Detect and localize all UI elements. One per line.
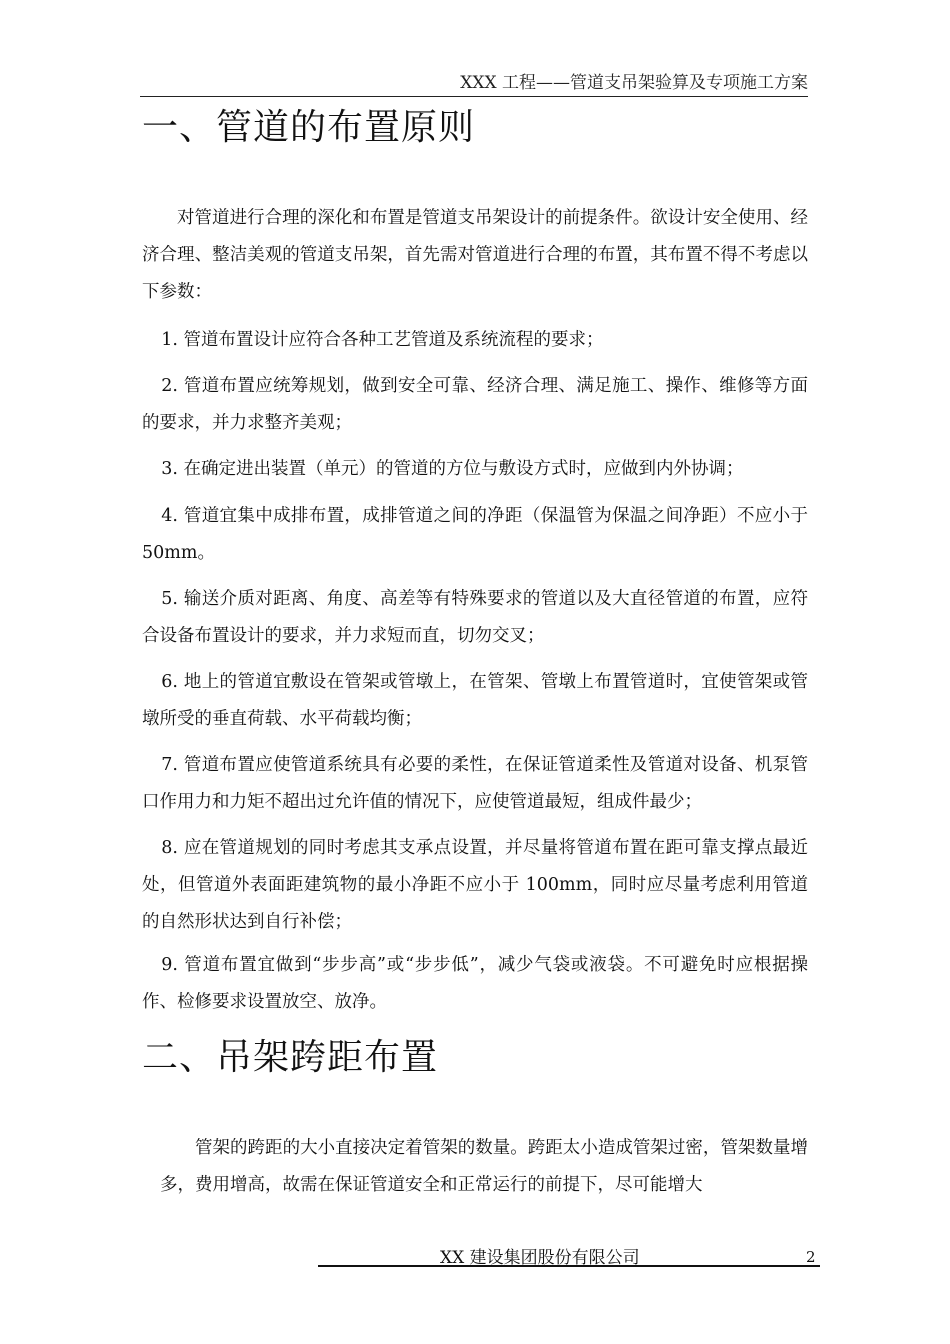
list-item: 2. 管道布置应统筹规划，做到安全可靠、经济合理、满足施工、操作、维修等方面的要求，并力求整齐美观； bbox=[142, 376, 808, 433]
list-item: 4. 管道宜集中成排布置，成排管道之间的净距（保温管为保温之间净距）不应小于 50mm。 bbox=[142, 506, 808, 563]
section-2-intro: 管架的跨距的大小直接决定着管架的数量。跨距太小造成管架过密，管架数量增多，费用增高，故需在保证管道安全和正常运行的前提下，尽可能增大 bbox=[160, 1138, 808, 1195]
list-item: 7. 管道布置应使管道系统具有必要的柔性，在保证管道柔性及管道对设备、机泵管口作用力和力矩不超出过允许值的情况下，应使管道最短，组成件最少； bbox=[142, 755, 808, 812]
footer-company: XX 建设集团股份有限公司 bbox=[440, 1248, 640, 1268]
section-2-heading: 二、吊架跨距布置 bbox=[142, 1037, 439, 1078]
list-item: 3. 在确定进出装置（单元）的管道的方位与敷设方式时，应做到内外协调； bbox=[161, 459, 744, 479]
section-1-heading: 一、管道的布置原则 bbox=[142, 107, 476, 148]
list-item: 8. 应在管道规划的同时考虑其支承点设置，并尽量将管道布置在距可靠支撑点最近处，但管道外表面距建筑物的最小净距不应小于 100mm，同时应尽量考虑利用管道的自然形状达到自行补偿； bbox=[142, 838, 808, 932]
header-title: XXX 工程——管道支吊架验算及专项施工方案 bbox=[460, 73, 808, 93]
list-item: 9. 管道布置宜做到“步步高”或“步步低”，减少气袋或液袋。不可避免时应根据操作、检修要求设置放空、放净。 bbox=[142, 955, 808, 1012]
footer-divider bbox=[318, 1265, 820, 1267]
list-item: 5. 输送介质对距离、角度、高差等有特殊要求的管道以及大直径管道的布置，应符合设备布置设计的要求，并力求短而直，切勿交叉； bbox=[142, 589, 808, 646]
list-item: 6. 地上的管道宜敷设在管架或管墩上，在管架、管墩上布置管道时，宜使管架或管墩所受的垂直荷载、水平荷载均衡； bbox=[142, 672, 808, 729]
page-header bbox=[140, 62, 808, 97]
section-1-intro: 对管道进行合理的深化和布置是管道支吊架设计的前提条件。欲设计安全使用、经济合理、整洁美观的管道支吊架，首先需对管道进行合理的布置，其布置不得不考虑以下参数： bbox=[142, 208, 808, 302]
list-item: 1. 管道布置设计应符合各种工艺管道及系统流程的要求； bbox=[161, 330, 604, 350]
page-number: 2 bbox=[806, 1248, 816, 1266]
